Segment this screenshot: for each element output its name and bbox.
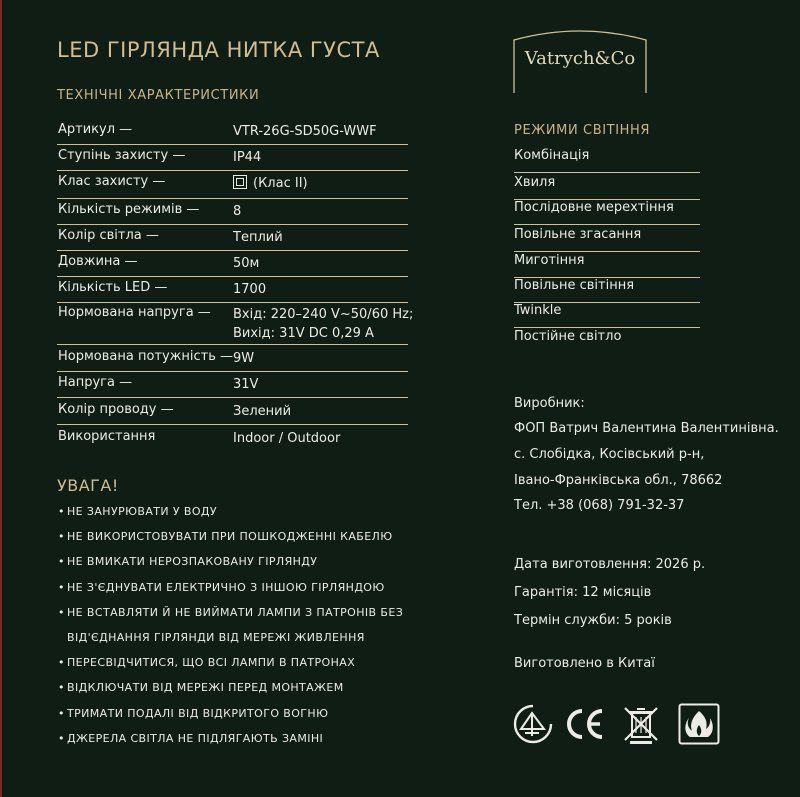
mode-item: Хвиля <box>514 175 700 200</box>
warning-item-continuation <box>58 631 365 644</box>
spec-label: Напруга — <box>58 375 133 390</box>
warning-text: ПЕРЕСВІДЧИТИСЯ, ЩО ВСІ ЛАМПИ В ПАТРОНАХ <box>67 656 356 669</box>
manufacturer-label: Виробник: <box>514 396 585 411</box>
flammable-icon <box>678 703 720 745</box>
warning-item: • НЕ ЗАНУРЮВАТИ У ВОДУ <box>58 505 217 518</box>
warning-item: • НЕ ВИКОРИСТОВУВАТИ ПРИ ПОШКОДЖЕННІ КАБЕЛЮ <box>58 530 393 543</box>
spec-row-length <box>57 254 408 277</box>
spec-row-wire-color <box>57 402 408 425</box>
warning-item: • НЕ ВСТАВЛЯТИ Й НЕ ВИЙМАТИ ЛАМПИ З ПАТРОНІВ БЕЗ <box>58 606 404 619</box>
manufacturer-address: с. Слобідка, Косівський р-н, <box>514 447 705 462</box>
mode-item: Повільне світіння <box>514 278 700 303</box>
spec-value: Зелений <box>233 404 292 419</box>
spec-value: VTR-26G-SD50G-WWF <box>233 124 377 139</box>
warning-item: • ДЖЕРЕЛА СВІТЛА НЕ ПІДЛЯГАЮТЬ ЗАМІНІ <box>58 732 324 745</box>
warning-text: ВІДКЛЮЧАТИ ВІД МЕРЕЖІ ПЕРЕД МОНТАЖЕМ <box>67 681 344 694</box>
mode-item: Постійне світло <box>514 329 622 344</box>
spec-value: Indoor / Outdoor <box>233 431 341 446</box>
warning-item: • НЕ ВМИКАТИ НЕРОЗПАКОВАНУ ГІРЛЯНДУ <box>58 555 318 568</box>
warning-text: НЕ ЗАНУРЮВАТИ У ВОДУ <box>67 505 217 518</box>
specs-heading: ТЕХНІЧНІ ХАРАКТЕРИСТИКИ <box>57 88 260 103</box>
spec-value: (Клас II) <box>253 176 308 191</box>
left-edge-line <box>0 0 2 797</box>
country-of-origin: Виготовлено в Китаї <box>514 656 655 671</box>
manufacturer-region: Івано-Франківська обл., 78662 <box>514 473 723 488</box>
spec-value: 50м <box>233 256 260 271</box>
spec-value: 8 <box>233 204 242 219</box>
spec-label: Клас захисту — <box>58 174 166 189</box>
spec-row-usage <box>57 429 408 451</box>
warning-item: • ВІДКЛЮЧАТИ ВІД МЕРЕЖІ ПЕРЕД МОНТАЖЕМ <box>58 681 344 694</box>
spec-value-line2: Вихід: 31V DC 0,29 A <box>233 326 374 341</box>
warranty: Гарантія: 12 місяців <box>514 585 652 600</box>
brand-logo <box>513 28 647 94</box>
mode-item: Послідовне мерехтіння <box>514 200 700 225</box>
modes-heading: РЕЖИМИ СВІТІННЯ <box>514 123 651 138</box>
mode-item: Twinkle <box>514 303 700 328</box>
spec-value: 9W <box>233 351 255 366</box>
spec-value: 1700 <box>233 282 267 297</box>
warning-text: ДЖЕРЕЛА СВІТЛА НЕ ПІДЛЯГАЮТЬ ЗАМІНІ <box>67 732 324 745</box>
brand-name: Vatrych&Co <box>524 48 636 69</box>
spec-label: Колір світла — <box>58 228 159 243</box>
spec-row-ip <box>57 148 408 171</box>
spec-row-voltage <box>57 375 408 398</box>
spec-label: Нормована потужність — <box>58 349 234 364</box>
weee-bin-icon <box>620 703 662 745</box>
warning-item: • ТРИМАТИ ПОДАЛІ ВІД ВІДКРИТОГО ВОГНЮ <box>58 707 329 720</box>
spec-label: Кількість LED — <box>58 280 168 295</box>
spec-row-color <box>57 228 408 251</box>
spec-value-wrap <box>233 174 308 193</box>
warning-heading: УВАГА! <box>57 476 119 495</box>
service-life: Термін служби: 5 років <box>514 613 672 628</box>
spec-label: Довжина — <box>58 254 138 269</box>
spec-row-modes <box>57 202 408 225</box>
manufacturer-phone: Тел. +38 (068) 791-32-37 <box>514 498 685 513</box>
warning-text: НЕ ВМИКАТИ НЕРОЗПАКОВАНУ ГІРЛЯНДУ <box>67 555 318 568</box>
page-title: LED ГІРЛЯНДА НИТКА ГУСТА <box>57 38 380 62</box>
ce-mark-icon <box>563 703 605 745</box>
spec-row-article <box>57 122 408 145</box>
warning-text: ТРИМАТИ ПОДАЛІ ВІД ВІДКРИТОГО ВОГНЮ <box>67 707 329 720</box>
warning-text: НЕ ВИКОРИСТОВУВАТИ ПРИ ПОШКОДЖЕННІ КАБЕЛЮ <box>67 530 393 543</box>
spec-label: Нормована напруга — <box>58 305 211 320</box>
spec-label: Колір проводу — <box>58 402 174 417</box>
spec-value: Вхід: 220–240 V~50/60 Hz; <box>233 307 414 322</box>
ukrsepro-icon <box>512 703 554 745</box>
warning-text: НЕ З'ЄДНУВАТИ ЕЛЕКТРИЧНО З ІНШОЮ ГІРЛЯНДОЮ <box>67 581 385 594</box>
mode-item: Миготіння <box>514 253 700 278</box>
warning-text: ВІД'ЄДНАННЯ ГІРЛЯНДИ ВІД МЕРЕЖІ ЖИВЛЕННЯ <box>67 631 365 644</box>
warning-item: • ПЕРЕСВІДЧИТИСЯ, ЩО ВСІ ЛАМПИ В ПАТРОНАХ <box>58 656 356 669</box>
warning-item: • НЕ З'ЄДНУВАТИ ЕЛЕКТРИЧНО З ІНШОЮ ГІРЛЯНДОЮ <box>58 581 385 594</box>
production-date: Дата виготовлення: 2026 р. <box>514 557 706 572</box>
double-insulation-icon <box>233 175 247 189</box>
mode-item: Повільне згасання <box>514 227 700 252</box>
spec-row-led-count <box>57 280 408 303</box>
spec-value: 31V <box>233 377 259 392</box>
spec-label: Артикул — <box>58 122 133 137</box>
manufacturer-name: ФОП Ватрич Валентина Валентинівна. <box>514 421 779 436</box>
spec-row-rated-voltage <box>57 305 414 345</box>
mode-item: Комбінація <box>514 148 700 173</box>
spec-label: Ступінь захисту — <box>58 148 186 163</box>
spec-label: Використання <box>58 429 156 444</box>
spec-value: Теплий <box>233 230 283 245</box>
spec-row-power <box>57 349 408 372</box>
warning-text: НЕ ВСТАВЛЯТИ Й НЕ ВИЙМАТИ ЛАМПИ З ПАТРОНІВ БЕЗ <box>67 606 404 619</box>
spec-label: Кількість режимів — <box>58 202 200 217</box>
spec-row-class <box>57 174 408 199</box>
spec-value: IP44 <box>233 150 262 165</box>
